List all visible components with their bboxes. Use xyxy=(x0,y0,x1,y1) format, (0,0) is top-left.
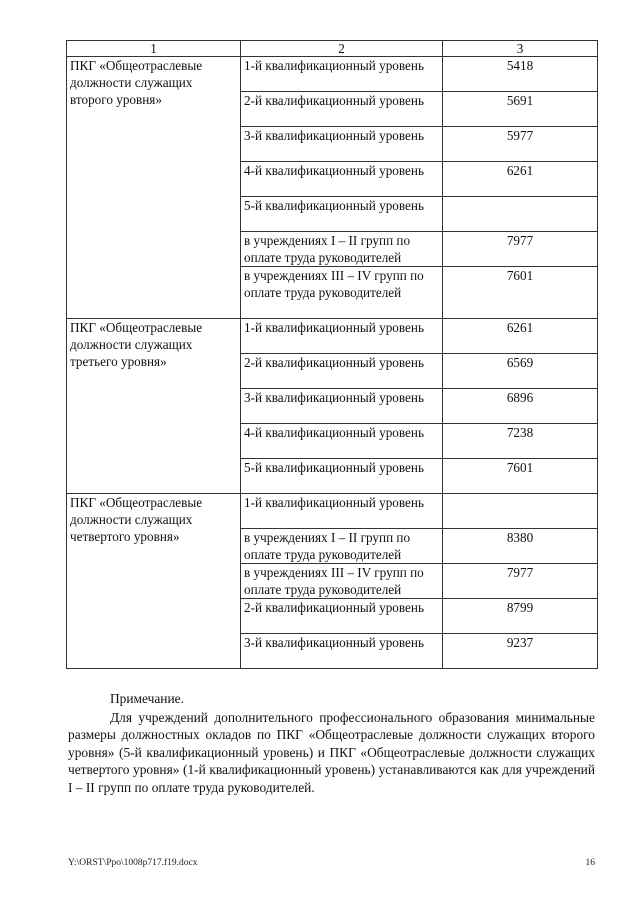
salary-value: 8380 xyxy=(443,529,598,564)
table-row xyxy=(67,319,598,354)
file-path: Y:\ORST\Ppo\1008p717.f19.docx xyxy=(68,858,198,868)
level-cell: 2-й квалификационный уровень xyxy=(241,354,443,389)
note-title: Примечание. xyxy=(110,691,184,706)
level-cell: 5-й квалификационный уровень xyxy=(241,459,443,494)
table-row xyxy=(67,494,598,529)
salary-value: 6261 xyxy=(443,319,598,354)
header-col-1: 1 xyxy=(67,41,241,57)
group-name-cell: ПКГ «Общеотраслевые должности служащих второго уровня» xyxy=(67,57,241,319)
level-cell: в учреждениях III – IV групп по оплате труда руководителей xyxy=(241,267,443,319)
level-cell: в учреждениях III – IV групп по оплате труда руководителей xyxy=(241,564,443,599)
level-cell: 1-й квалификационный уровень xyxy=(241,57,443,92)
header-col-2: 2 xyxy=(241,41,443,57)
salary-value xyxy=(443,494,598,529)
level-cell: 2-й квалификационный уровень xyxy=(241,92,443,127)
table-header-row xyxy=(67,41,598,57)
header-col-3: 3 xyxy=(443,41,598,57)
level-cell: в учреждениях I – II групп по оплате труда руководителей xyxy=(241,529,443,564)
salary-value: 9237 xyxy=(443,634,598,669)
note-section xyxy=(68,690,595,796)
level-cell: 2-й квалификационный уровень xyxy=(241,599,443,634)
salary-value: 8799 xyxy=(443,599,598,634)
level-cell: 4-й квалификационный уровень xyxy=(241,162,443,197)
level-cell: в учреждениях I – II групп по оплате труда руководителей xyxy=(241,232,443,267)
salary-value: 6261 xyxy=(443,162,598,197)
salary-value: 5977 xyxy=(443,127,598,162)
level-cell: 3-й квалификационный уровень xyxy=(241,389,443,424)
level-cell: 3-й квалификационный уровень xyxy=(241,634,443,669)
salary-value: 7601 xyxy=(443,267,598,319)
level-cell: 1-й квалификационный уровень xyxy=(241,319,443,354)
salary-value: 7238 xyxy=(443,424,598,459)
salary-value: 7601 xyxy=(443,459,598,494)
salary-value: 5418 xyxy=(443,57,598,92)
salary-value: 5691 xyxy=(443,92,598,127)
level-cell: 5-й квалификационный уровень xyxy=(241,197,443,232)
page-number: 16 xyxy=(585,858,595,868)
note-text: Для учреждений дополнительного профессионального образования минимальные размеры должностных окладов по ПКГ «Общеотраслевые должности служащих второго уровня» (5-й квалификационный уровень) и ПКГ «Общеотраслевые должности служащих четвертого уровня» (1-й квалификационный уровень) устанавливаются как для учреждений I – II групп по оплате труда руководителей. xyxy=(68,709,595,795)
salary-value: 7977 xyxy=(443,232,598,267)
level-cell: 4-й квалификационный уровень xyxy=(241,424,443,459)
salary-value: 7977 xyxy=(443,564,598,599)
level-cell: 1-й квалификационный уровень xyxy=(241,494,443,529)
table-row xyxy=(67,57,598,92)
group-name-cell: ПКГ «Общеотраслевые должности служащих третьего уровня» xyxy=(67,319,241,494)
level-cell: 3-й квалификационный уровень xyxy=(241,127,443,162)
salary-value: 6896 xyxy=(443,389,598,424)
group-name-cell: ПКГ «Общеотраслевые должности служащих четвертого уровня» xyxy=(67,494,241,669)
salary-table xyxy=(66,40,598,669)
salary-value xyxy=(443,197,598,232)
salary-value: 6569 xyxy=(443,354,598,389)
